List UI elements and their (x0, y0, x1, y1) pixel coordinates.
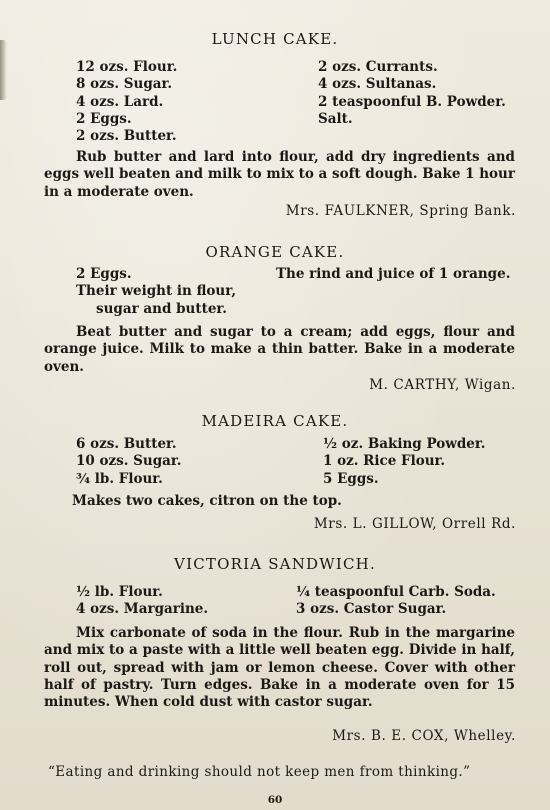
ingredients-right-lunch-cake (318, 59, 506, 128)
author-lunch-cake: Mrs. FAULKNER, Spring Bank. (285, 203, 516, 219)
ingredient: 2 teaspoonful B. Powder. (318, 93, 506, 110)
author-madeira-cake: Mrs. L. GILLOW, Orrell Rd. (313, 516, 516, 532)
ingredients-left-madeira-cake (76, 436, 181, 488)
ingredient: The rind and juice of 1 orange. (276, 266, 511, 282)
ingredient: sugar and butter. (96, 300, 228, 317)
recipe-title-madeira-cake: MADEIRA CAKE. (201, 412, 349, 430)
ingredients-left-victoria-sandwich (76, 584, 208, 619)
method-lunch-cake: Rub butter and lard into flour, add dry ingredients and eggs well beaten and milk to mix to a soft dough. Bake 1 hour in a moderate oven. (44, 149, 515, 200)
ingredient: Their weight in flour, (76, 283, 237, 300)
ingredient: 2 Eggs. (76, 266, 132, 282)
method-victoria-sandwich: Mix carbonate of soda in the flour. Rub in the margarine and mix to a paste with a little well beaten egg. Divide in half, roll out, spread with jam or lemon cheese. Cover with other half of pastry. Turn edges. Bake in a moderate oven for 15 minutes. When cold dust with castor sugar. (44, 625, 515, 711)
closing-quote: “Eating and drinking should not keep men from thinking.” (48, 764, 471, 780)
ingredient: 2 ozs. Butter. (76, 128, 177, 145)
author-victoria-sandwich: Mrs. B. E. COX, Whelley. (332, 728, 516, 744)
ingredient: 5 Eggs. (323, 470, 379, 487)
author-orange-cake: M. CARTHY, Wigan. (369, 377, 516, 393)
ingredient: 8 ozs. Sugar. (76, 76, 173, 93)
ingredient: 2 ozs. Currants. (318, 59, 438, 75)
ingredient: 6 ozs. Butter. (76, 436, 177, 452)
method-madeira-cake: Makes two cakes, citron on the top. (72, 493, 342, 509)
ingredient: ¾ lb. Flour. (76, 470, 163, 487)
ingredient: ¼ teaspoonful Carb. Soda. (296, 584, 496, 600)
ingredient: ½ lb. Flour. (76, 584, 163, 600)
ingredients-right-victoria-sandwich (296, 584, 496, 619)
ingredient: 10 ozs. Sugar. (76, 453, 182, 470)
ingredients-left-orange-cake (76, 266, 236, 318)
recipe-title-lunch-cake: LUNCH CAKE. (211, 30, 339, 48)
ingredients-left-lunch-cake (76, 59, 177, 145)
ingredient: 4 ozs. Sultanas. (318, 76, 437, 93)
ingredients-right-madeira-cake (323, 436, 485, 488)
ingredient: 12 ozs. Flour. (76, 59, 178, 75)
ingredient: ½ oz. Baking Powder. (323, 436, 486, 452)
page-number: 60 (267, 794, 283, 806)
ingredient: 4 ozs. Lard. (76, 93, 164, 110)
ingredient: 1 oz. Rice Flour. (323, 453, 446, 470)
ingredient: 2 Eggs. (76, 110, 132, 127)
ingredient: Salt. (318, 110, 353, 127)
ingredient: 4 ozs. Margarine. (76, 601, 209, 618)
method-orange-cake: Beat butter and sugar to a cream; add eggs, flour and orange juice. Milk to make a thin batter. Bake in a moderate oven. (44, 324, 515, 375)
ingredients-right-orange-cake (276, 266, 510, 283)
ingredient: 3 ozs. Castor Sugar. (296, 601, 447, 618)
recipe-title-orange-cake: ORANGE CAKE. (205, 243, 345, 261)
recipe-title-victoria-sandwich: VICTORIA SANDWICH. (174, 555, 376, 573)
